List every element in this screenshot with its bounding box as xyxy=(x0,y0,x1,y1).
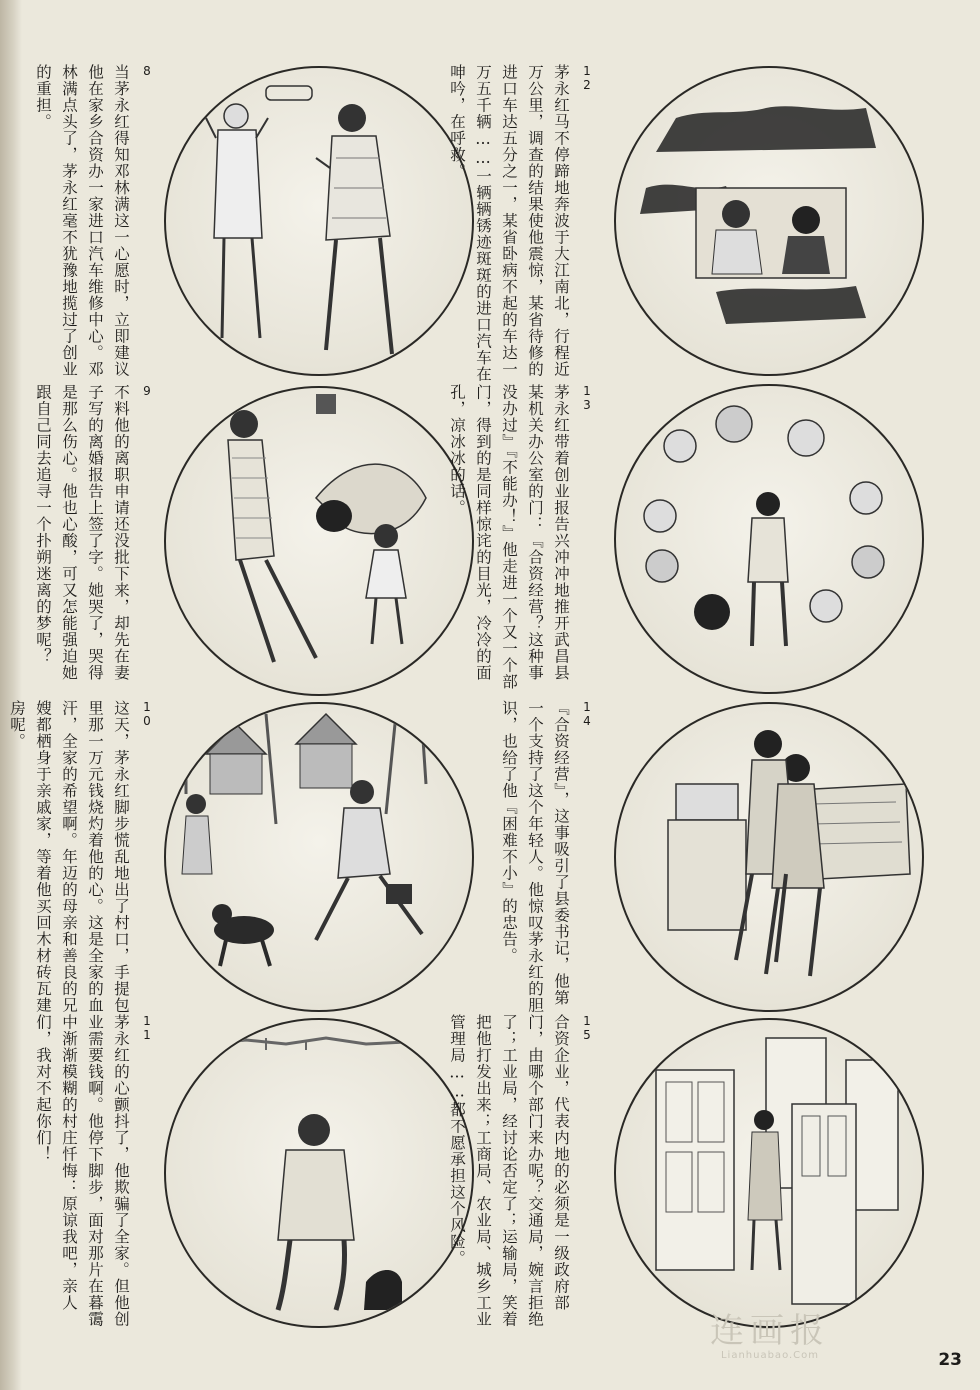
wife-crying-icon xyxy=(166,388,472,694)
page-binding-edge xyxy=(0,0,22,1390)
kneeling-man-icon xyxy=(166,1020,472,1326)
comic-panel-14 xyxy=(614,702,924,1012)
panel-number: 8 xyxy=(140,64,154,78)
caption-panel-10 xyxy=(8,700,160,1020)
watermark-main: 连画报 xyxy=(710,1311,830,1351)
caption-text: 当茅永红得知邓林满这一心愿时，立即建议他在家乡合资办一家进口汽车维修中心。邓林满点头了，茅永红毫不犹豫地揽过了创业的重担。 xyxy=(34,64,130,378)
comic-panel-10 xyxy=(164,702,474,1012)
caption-text: 『合资经营』，这事吸引了县委书记，他第一个支持了这个年轻人。他惊叹茅永红的胆识，也给了他『困难不小』的忠告。 xyxy=(500,700,570,1014)
comic-panel-9 xyxy=(164,386,474,696)
comic-panel-8 xyxy=(164,66,474,376)
caption-panel-15 xyxy=(448,1014,600,1334)
comic-panel-12 xyxy=(614,66,924,376)
caption-panel-11 xyxy=(34,1014,160,1334)
caption-panel-14 xyxy=(480,700,600,1020)
comic-panel-11 xyxy=(164,1018,474,1328)
panel-number: 12 xyxy=(580,64,594,92)
caption-text: 这天，茅永红脚步慌乱地出了村口，手提包里那一万元钱烧灼着他的心。这是全家的血汗，全家的希望啊。年迈的母亲和善良的兄嫂都栖身于亲戚家，等着他买回木材砖瓦建房呢。 xyxy=(8,700,130,1014)
office-two-men-icon xyxy=(616,704,922,1010)
panel-number: 13 xyxy=(580,384,594,412)
caption-panel-9 xyxy=(34,384,160,694)
caption-text: 合资企业，代表内地的必须是一级政府部门，由哪个部门来办呢？交通局，婉言拒绝了；工业局，经讨论否定了；运输局，笑着把他打发出来；工商局、农业局、城乡工业管理局……都不愿承担这个风险。 xyxy=(448,1014,570,1328)
comic-panel-15 xyxy=(614,1018,924,1328)
site-watermark xyxy=(680,1312,860,1361)
page-number: 23 xyxy=(938,1350,962,1370)
two-men-talking-icon xyxy=(166,68,472,374)
panel-number: 10 xyxy=(140,700,154,728)
caption-text: 茅永红的心颤抖了，他欺骗了全家。但他创业需要钱啊。他停下脚步，面对那片在暮霭中渐渐模糊的村庄忏悔：原谅我吧，亲人们，我对不起你们！ xyxy=(34,1014,130,1328)
panel-number: 11 xyxy=(140,1014,154,1042)
caption-panel-13 xyxy=(448,384,600,694)
panel-number: 14 xyxy=(580,700,594,728)
watermark-sub: Lianhuabao.Com xyxy=(720,1350,820,1361)
caption-panel-8 xyxy=(34,64,160,384)
caption-panel-12 xyxy=(448,64,600,384)
caption-text: 茅永红带着创业报告兴冲冲地推开武昌县某机关办公室的门：『合资经营？这种事没办过』『不能办！』他走进一个又一个部门，得到的是同样惊诧的目光，冷冷的面孔，凉冰冰的话。 xyxy=(448,384,570,690)
leaving-village-icon xyxy=(166,704,472,1010)
caption-text: 不料他的离职申请还没批下来，却先在妻子写的离婚报告上签了字。她哭了，哭得是那么伤心。他也心酸，可又怎能强迫她跟自己同去追寻一个扑朔迷离的梦呢？ xyxy=(34,384,130,681)
circle-of-faces-icon xyxy=(616,386,922,692)
many-doors-icon xyxy=(616,1020,922,1326)
panel-number: 15 xyxy=(580,1014,594,1042)
comic-panel-13 xyxy=(614,384,924,694)
panel-number: 9 xyxy=(140,384,154,398)
caption-text: 茅永红马不停蹄地奔波于大江南北，行程近万公里，调查的结果使他震惊，某省待修的进口车达五分之一，某省卧病不起的车达一万五千辆……一辆辆锈迹斑斑的进口汽车在呻吟，在呼救。 xyxy=(448,64,570,383)
map-and-research-icon xyxy=(616,68,922,374)
